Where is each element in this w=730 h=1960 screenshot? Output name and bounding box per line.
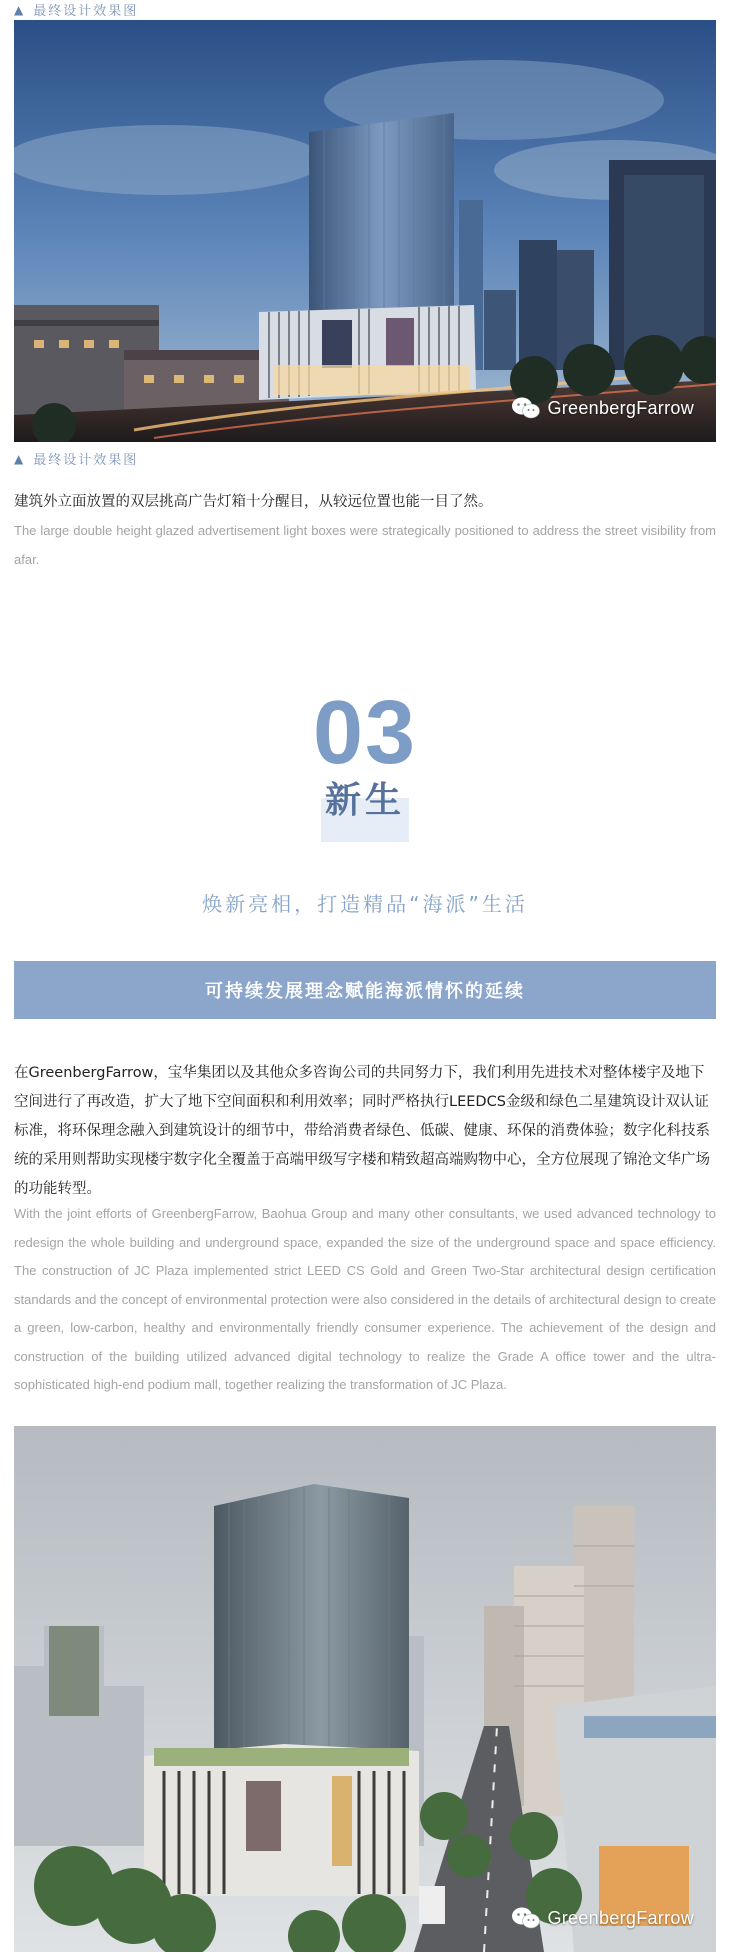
banner-text: 可持续发展理念赋能海派情怀的延续 [205, 981, 525, 1002]
watermark-text: GreenbergFarrow [547, 397, 694, 418]
section-banner [14, 961, 716, 1019]
section-number: 03 [312, 683, 418, 783]
section-title: 新生 [324, 780, 405, 821]
photo-caption-top [14, 0, 138, 19]
wechat-icon [511, 396, 541, 420]
wechat-icon [511, 1906, 541, 1930]
intro-chinese-text: 建筑外立面放置的双层挑高广告灯箱十分醒目，从较远位置也能一目了然。 [14, 494, 493, 510]
watermark-text: GreenbergFarrow [547, 1907, 694, 1928]
intro-english-text: The large double height glazed advertisement light boxes were strategically positioned to address the street visibility from afar. [14, 523, 716, 567]
section-subtitle: 焕新亮相，打造精品“海派”生活 [202, 892, 528, 916]
photo-caption [14, 449, 138, 468]
triangle-up-icon: ▲ [14, 2, 26, 17]
triangle-up-icon: ▲ [14, 451, 26, 466]
body-chinese-text: 在GreenbergFarrow，宝华集团以及其他众多咨询公司的共同努力下，我们利用先进技术对整体楼宇及地下空间进行了再改造，扩大了地下空间面积和利用效率；同时严格执行LEEDCS金级和绿色二星建筑设计双认证标准，将环保理念融入到建筑设计的细节中，带给消费者绿色、低碳、健康、环保的消费体验；数字化科技系统的采用则帮助实现楼宇数字化全覆盖于高端甲级写字楼和精致超高端购物中心，全方位展现了锦沧文华广场的功能转型。 [14, 1065, 710, 1197]
daytime-aerial-photo [14, 1426, 716, 1952]
body-english-text: With the joint efforts of GreenbergFarrow, Baohua Group and many other consultants, we used advanced technology to redesign the whole building and underground space, expanded the size of the underground space and space efficiency. The construction of JC Plaza implemented strict LEED CS Gold and Green Two-Star architectural design certification standards and the concept of environmental protection were also considered in the details of architectural design to create a green, low-carbon, healthy and environmentally friendly consumer experience. The achievement of the design and construction of the building utilized advanced digital technology to realize the Grade A office tower and the ultra-sophisticated high-end podium mall, together realizing the transformation of JC Plaza. [14, 1206, 716, 1392]
watermark [511, 396, 694, 420]
watermark [511, 1906, 694, 1930]
caption-text: 最终设计效果图 [33, 453, 139, 468]
caption-text: 最终设计效果图 [33, 4, 139, 19]
dusk-rendering-photo [14, 20, 716, 442]
